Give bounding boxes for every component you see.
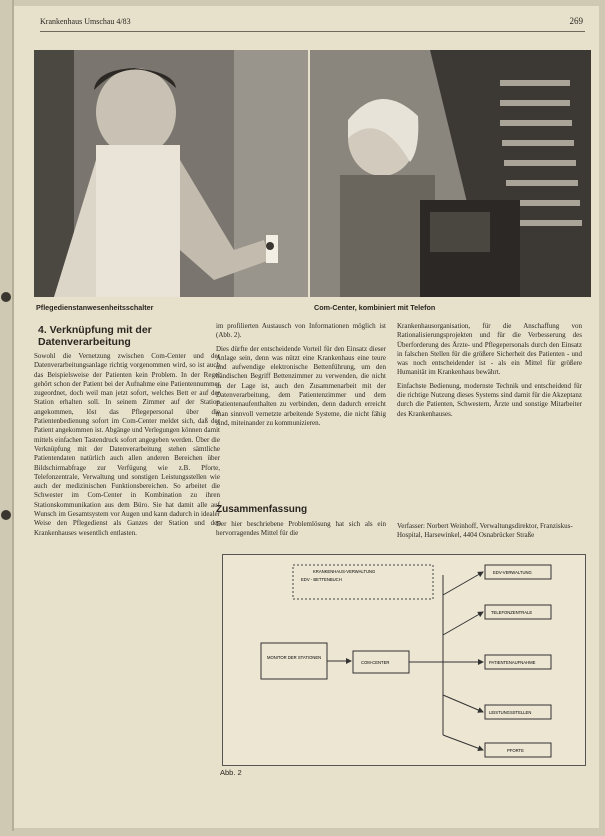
page-number: 269 (569, 16, 583, 26)
photo-pflegedienst (34, 50, 308, 297)
outer-label-2: EDV - BETTENBUCH (301, 577, 342, 582)
section-heading-zusammenfassung: Zusammenfassung (216, 504, 308, 515)
column-2 (216, 322, 386, 432)
author-note: Verfasser: Norbert Weinhoff, Verwaltungsdirektor, Franziskus-Hospital, Harsewinkel, 4404 Osnabrücker Straße (397, 522, 573, 540)
section-heading-verknuepfung: 4. Verknüpfung mit der Datenverarbeitung (38, 324, 152, 348)
target-label: LEISTUNGSSTELLEN (489, 710, 532, 715)
caption-photo2: Com-Center, kombiniert mit Telefon (314, 303, 436, 312)
column-1 (34, 352, 220, 542)
journal-name: Krankenhaus Umschau 4/83 (40, 17, 131, 26)
paragraph: Sowohl die Vernetzung zwischen Com-Center und der Datenverarbeitungsanlage richtig vorgenommen wird, so ist auch das Beispielsweise der Patienten kein Problem. In der Regel gehört schon der Patient bei der Aufnahme eine Patientennummer zugeordnet, doch weil man jetzt sofort, welches Bett er auf der Station erhalten soll. In seinem Zimmer auf der Station angekommen, löst das Pflegepersonal über die Patientenbedienung sofort im Com-Center meldet sich, daß der Patient angekommen ist. Abgänge und Verlegungen können damit mittels einfachen Tastendruck sofort angegeben werden. Über die Verknüpfung mit der Datenverarbeitung stehen sämtliche Patientendaten natürlich auch allen anderen Bereichen über Bildschirmabfrage zur Verfügung wie z.B. Pforte, Telefonzentrale, Verwaltung und sonstigen Leistungsstellen wie auch der medizinischen Funktionsbereichen. So arbeitet die Schwester im Com-Center in Kombination zu ihren Stationskommunikation aus dem Büro. Sie hat damit alle auf Wunsch im Gesamtsystem vor Augen und kann dadurch in idealer Weise den Pflegedienst als Ganzes der Station und des Krankenhauses wesentlich entlasten. (34, 352, 220, 537)
center-box-label: COM-CENTER (361, 660, 390, 665)
column-3 (397, 322, 582, 423)
binder-edge (0, 0, 14, 831)
caption-photo1: Pflegedienstanwesenheitsschalter (36, 303, 154, 312)
paragraph: Der hier beschriebene Problemlösung hat sich als ein hervorragendes Mittel für die (216, 520, 386, 538)
target-label: PFORTE (507, 748, 524, 753)
figure-label: Abb. 2 (220, 768, 242, 777)
paragraph: Dies dürfte der entscheidende Vorteil für den Einsatz dieser Anlage sein, denn was nützt eine Krankenhaus eine teure und aufwendige elektronische Bettenführung, um den händischen Begriff Bettenzimmer zu verwenden, die nicht in der Lage ist, auch den Zusammenarbeit mit der Datenverarbeitung, dem Patientenzimmer und dem Patientenaufenthalten zu verbinden, denn dadurch erreicht man sinnvoll vernetzte arbeitende Systeme, die nicht fähig sind, miteinander zu kommunizieren. (216, 344, 386, 427)
paragraph: Einfachste Bedienung, modernste Technik und entscheidend für die richtige Nutzung dieses Systems sind damit für die Akzeptanz durch die Patienten, Schwestern, Ärzte und sonstige Mitarbeiter des Krankenhauses. (397, 381, 582, 418)
paragraph: Krankenhausorganisation, für die Anschaffung von Rationalisierungsprojekten und für die Verbesserung des Überforderung des Ärzte- und Pflegepersonals durch den Einsatz in falschen Stellen für die größere Sicherheit des Patienten - und was noch entscheidender ist - als ein Mittel für größere Humanität im Krankenhaus bewährt. (397, 322, 582, 377)
page-header (40, 17, 585, 32)
target-label: PATIENTENAUFNAHME (489, 660, 536, 665)
paragraph: im profilierten Austausch von Informationen möglich ist (Abb. 2). (216, 322, 386, 340)
photo-com-center (310, 50, 591, 297)
outer-label-1: KRANKENHAUS-VERWALTUNG (313, 569, 376, 574)
system-diagram (222, 554, 586, 766)
target-label: TELEFONZENTRALE (491, 610, 533, 615)
station-box-label: MONITOR DER STATIONEN (267, 655, 322, 660)
target-label: EDV-VERWALTUNG (493, 570, 532, 575)
scanned-page (14, 6, 599, 828)
column-2-summary (216, 520, 386, 543)
